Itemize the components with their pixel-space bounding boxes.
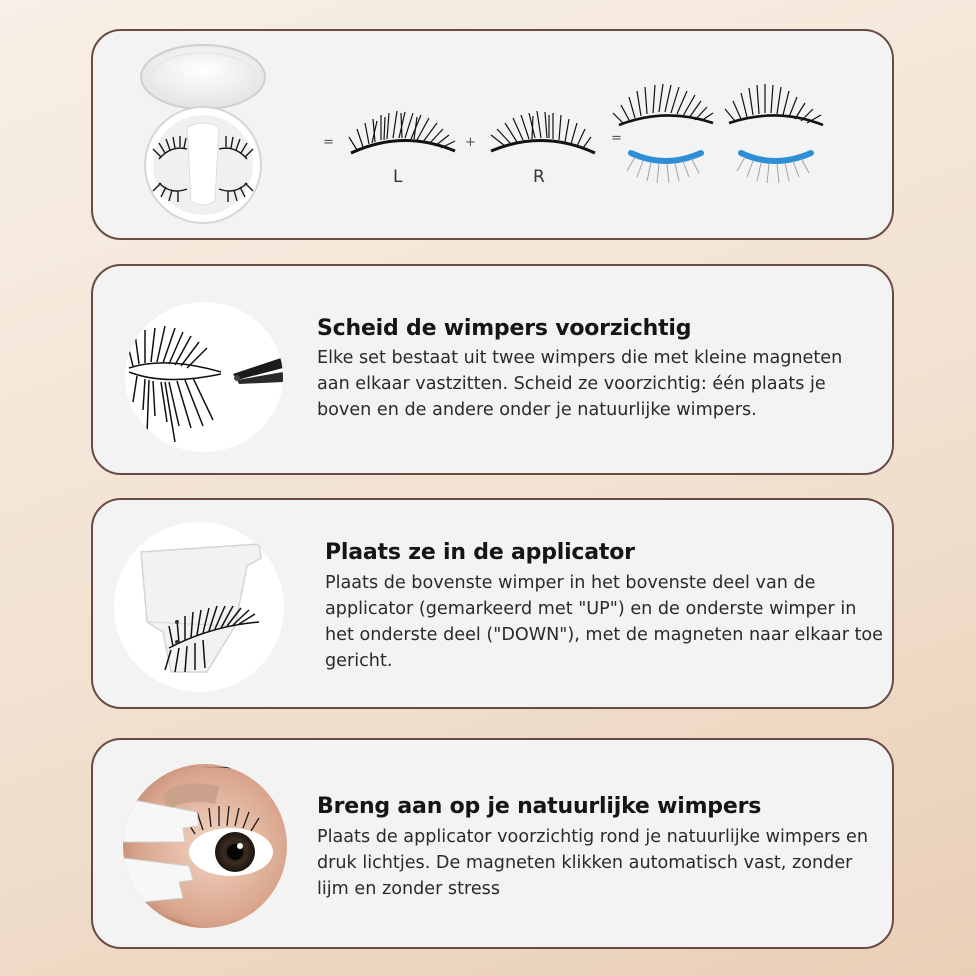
left-lash-icon	[347, 107, 459, 163]
step-title: Scheid de wimpers voorzichtig	[317, 316, 692, 341]
equals-sign: =	[323, 135, 334, 150]
lash-kit-overview-card	[91, 29, 894, 240]
step-title: Breng aan op je natuurlijke wimpers	[317, 794, 762, 819]
applicator-with-lash-icon	[111, 522, 287, 692]
step-card-applicator	[91, 498, 894, 709]
step-description: Plaats de applicator voorzichtig rond je natuurlijke wimpers en druk lichtjes. De magneten klikken automatisch vast, zonder lijm en zonder stress	[317, 827, 869, 899]
step-description: Plaats de bovenste wimper in het bovenste deel van de applicator (gemarkeerd met "UP") en de onderste wimper in het onderste deel ("DOWN"), met de magneten naar elkaar toe gericht.	[325, 573, 884, 671]
step-card-apply	[91, 738, 894, 949]
lash-case-icon	[137, 41, 269, 231]
tweezers-separating-lashes-icon	[125, 302, 283, 452]
step-description: Elke set bestaat uit twee wimpers die met kleine magneten aan elkaar vastzitten. Scheid ze voorzichtig: één plaats je boven en de andere onder je natuurlijke wimpers.	[317, 348, 843, 420]
right-lash-label: R	[533, 167, 545, 187]
equals-sign-2: =	[611, 131, 622, 146]
step-title: Plaats ze in de applicator	[325, 540, 635, 565]
lashes-on-eye-icon	[609, 79, 833, 191]
right-lash-icon	[487, 107, 599, 163]
left-lash-label: L	[393, 167, 403, 187]
applying-lashes-to-eye-icon	[123, 764, 287, 928]
step-card-separate	[91, 264, 894, 475]
plus-sign: +	[465, 135, 476, 150]
